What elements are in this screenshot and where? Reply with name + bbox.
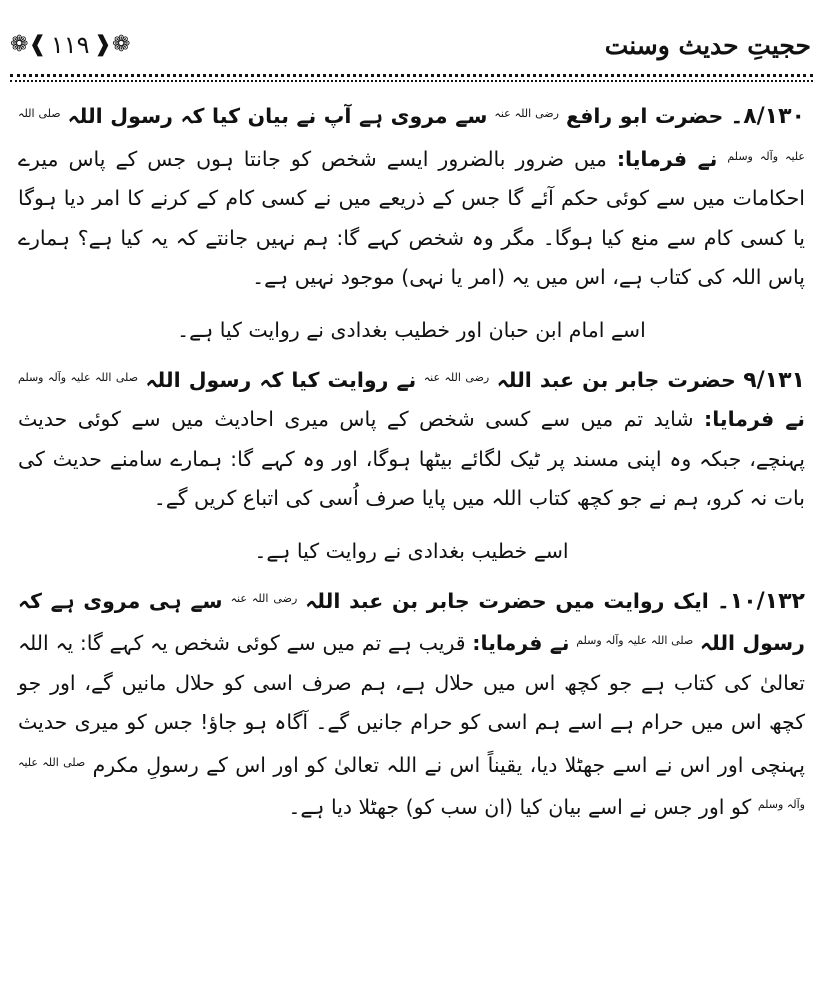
hadith-text-end: کو اور جس نے اسے بیان کیا (ان سب کو) جھٹلا دیا ہے۔	[288, 795, 752, 819]
honorific-mark: صلی اللہ علیہ وآلہ وسلم	[18, 107, 805, 163]
hadith-text: شاید تم میں سے کسی شخص کے پاس میری احادیث میں سے کوئی حدیث پہنچے، جبکہ وہ اپنی مسند پر ٹیک لگائے بیٹھا ہوگا، اور وہ کہے گا: ہمارے سامنے حدیث کی بات نہ کرو، ہم نے جو کچھ کتاب اللہ میں پایا صرف اُسی کی اتباع کریں گے۔	[18, 407, 805, 510]
page-number: ۱۱۹	[50, 31, 90, 59]
header-divider	[10, 74, 813, 77]
hadith-said: نے فرمایا:	[616, 146, 718, 171]
ornament-right-icon: ❱❁	[93, 32, 131, 57]
hadith-source: اسے امام ابن حبان اور خطیب بغدادی نے روایت کیا ہے۔	[177, 317, 646, 342]
ornament-left-icon: ❁❰	[10, 32, 47, 57]
page-body	[18, 94, 805, 828]
honorific-mark: رضی اللہ عنہ	[230, 591, 298, 605]
hadith-text: قریب ہے تم میں سے کوئی شخص یہ کہے گا: یہ اللہ تعالیٰ کی کتاب ہے جو کچھ اس میں حلال ہے، ہم صرف اسی کو حلال مانیں گے، اور جو کچھ اس میں حرام ہے اسے ہم اسی کو حرام جانیں گے۔ آگاہ ہو جاؤ! جس کو میری حدیث پہنچی اور اس نے اسے جھٹلا دیا، یقیناً اس نے اللہ تعالیٰ کو اور اس کے رسولِ مکرم	[18, 631, 805, 777]
hadith-intro: ایک روایت میں حضرت جابر بن عبد اللہ	[305, 588, 709, 613]
hadith-paragraph-1	[18, 94, 805, 298]
honorific-mark: صلی اللہ علیہ وآلہ وسلم	[18, 755, 805, 811]
hadith-text: میں ضرور بالضرور ایسے شخص کو جانتا ہوں جس کے پاس میرے احکامات میں سے کوئی حکم آئے گا جس کے ذریعے میں نے کسی کام کے کرنے کا امر دیا ہوگا یا کسی کام سے منع کیا ہوگا۔ مگر وہ شخص کہے گا: ہم نہیں جانتے کہ یہ کیا ہے؟ ہمارے پاس اللہ کی کتاب ہے، اس میں یہ (امر یا نہی) موجود نہیں ہے۔	[18, 146, 805, 289]
hadith-paragraph-2	[18, 358, 805, 519]
hadith-paragraph-3	[18, 579, 805, 828]
hadith-attribution: سے مروی ہے آپ نے بیان کیا کہ رسول اللہ	[67, 104, 488, 128]
hadith-said: نے فرمایا:	[472, 631, 570, 655]
hadith-number: ۱۰/۱۳۲۔	[716, 588, 805, 614]
page-number-ornament	[10, 28, 130, 62]
hadith-narrator: حضرت جابر بن عبد اللہ	[496, 367, 736, 392]
honorific-mark: رضی اللہ عنہ	[423, 370, 490, 384]
hadith-said: نے فرمایا:	[704, 407, 805, 431]
hadith-narrator: حضرت ابو رافع	[565, 104, 724, 128]
honorific-mark: صلی اللہ علیہ وآلہ وسلم	[18, 370, 139, 384]
header-divider-secondary	[10, 80, 813, 82]
running-title: حجیتِ حدیث وسنت	[604, 31, 811, 60]
hadith-number: ۸/۱۳۰۔	[730, 104, 805, 129]
hadith-number: ۹/۱۳۱	[743, 367, 805, 393]
honorific-mark: رضی اللہ عنہ	[494, 107, 559, 120]
hadith-attribution: نے روایت کیا کہ رسول اللہ	[145, 367, 417, 392]
hadith-source: اسے خطیب بغدادی نے روایت کیا ہے۔	[254, 538, 569, 563]
honorific-mark: صلی اللہ علیہ وآلہ وسلم	[576, 634, 694, 647]
hadith-attribution: سے ہی مروی ہے کہ رسول اللہ	[18, 588, 805, 655]
page-header	[10, 24, 811, 68]
